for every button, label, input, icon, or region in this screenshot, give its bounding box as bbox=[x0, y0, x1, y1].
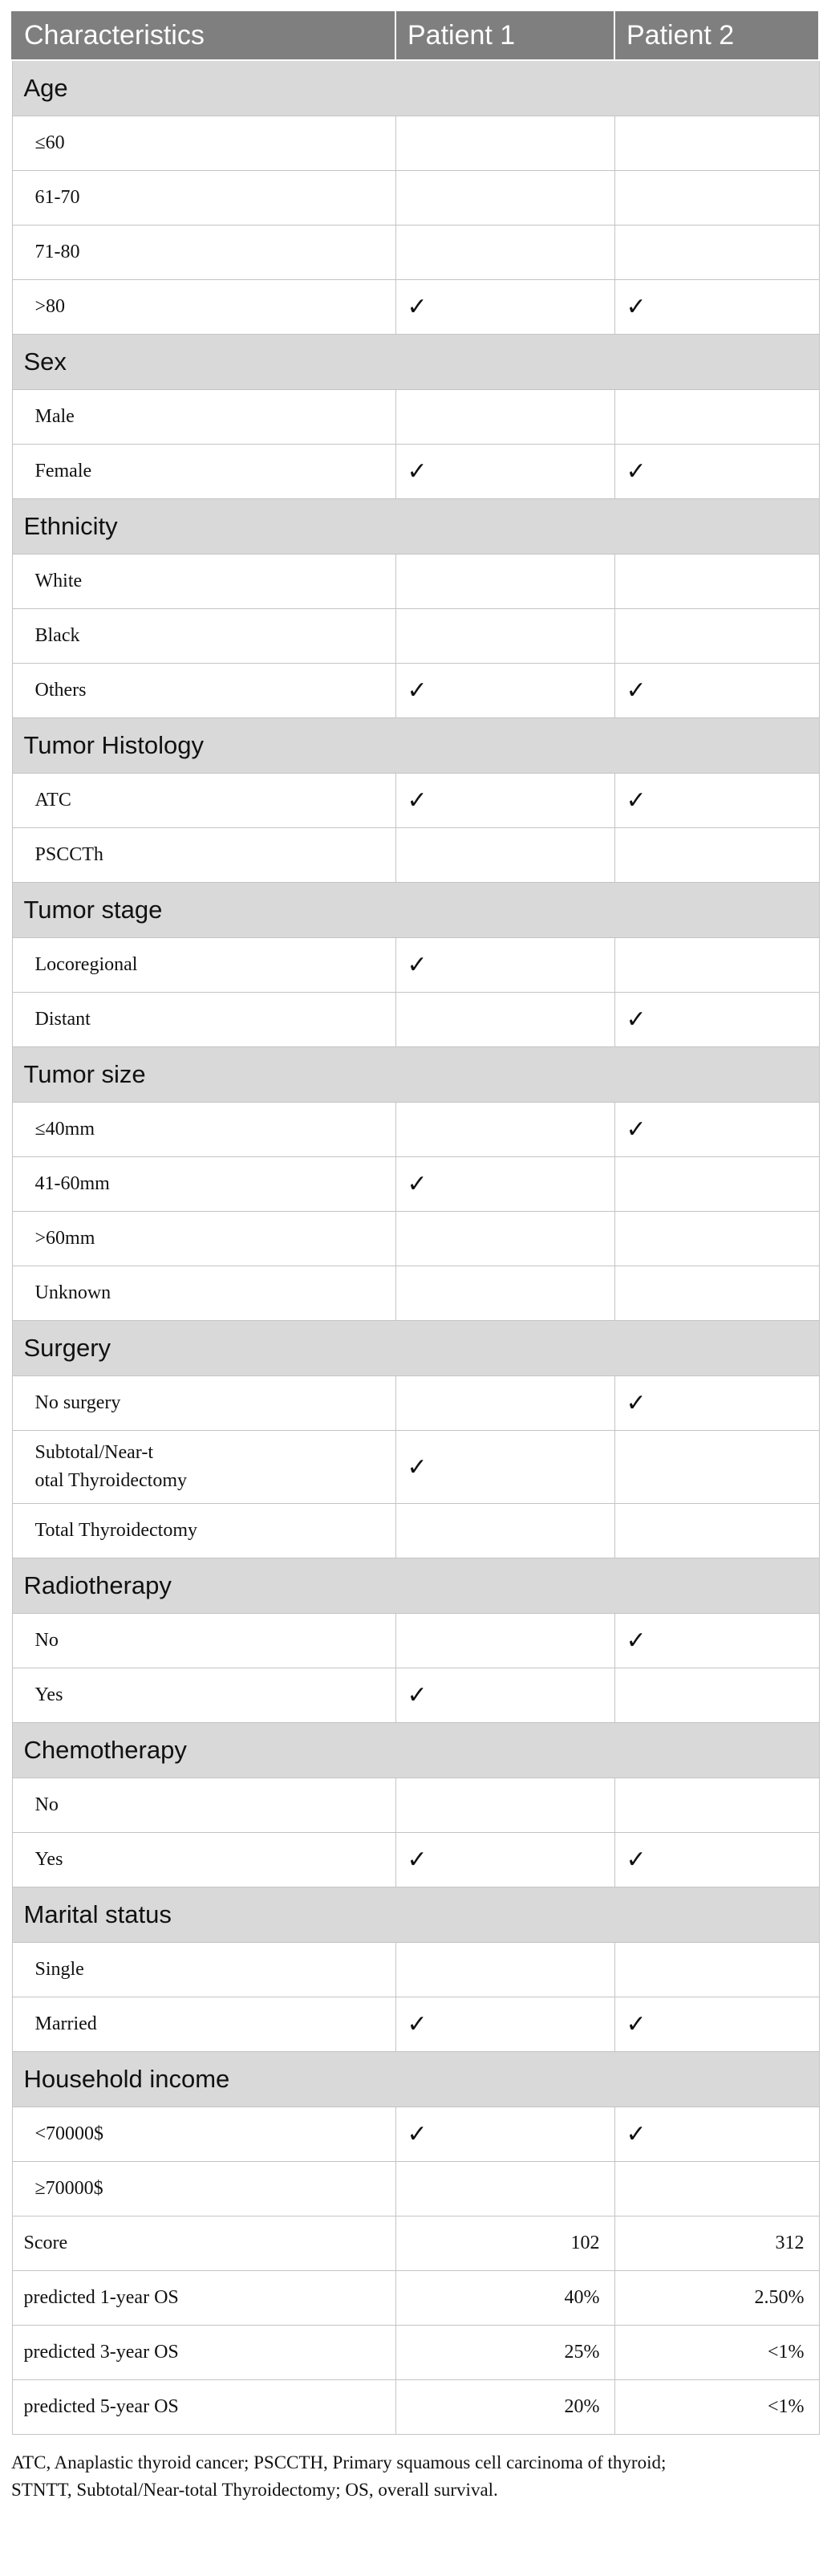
patient-2-check bbox=[614, 1668, 819, 1723]
patient-2-check bbox=[614, 116, 819, 171]
summary-label: Score bbox=[12, 2216, 395, 2271]
patient-2-check bbox=[614, 226, 819, 280]
patient-1-check bbox=[395, 609, 614, 664]
row-label: Distant bbox=[12, 993, 395, 1047]
patient-2-check: ✓ bbox=[614, 280, 819, 335]
category-row-tumor-histology bbox=[12, 718, 819, 774]
row-label: 71-80 bbox=[12, 226, 395, 280]
summary-row-1-year-os bbox=[12, 2271, 819, 2326]
summary-label: predicted 3-year OS bbox=[12, 2326, 395, 2380]
table-row bbox=[12, 226, 819, 280]
table-container bbox=[11, 10, 818, 2504]
table-row bbox=[12, 1431, 819, 1504]
row-label: No bbox=[12, 1778, 395, 1833]
table-row bbox=[12, 1833, 819, 1887]
patient-1-check bbox=[395, 555, 614, 609]
row-label: Single bbox=[12, 1943, 395, 1997]
patient-1-check: ✓ bbox=[395, 2107, 614, 2162]
header-characteristics: Characteristics bbox=[12, 10, 395, 60]
category-label: Tumor size bbox=[12, 1047, 819, 1103]
patient-2-check bbox=[614, 828, 819, 883]
patient-1-check: ✓ bbox=[395, 938, 614, 993]
table-row bbox=[12, 1778, 819, 1833]
row-label: Yes bbox=[12, 1833, 395, 1887]
row-label: >60mm bbox=[12, 1212, 395, 1266]
patient-2-check bbox=[614, 171, 819, 226]
patient-1-check: ✓ bbox=[395, 1431, 614, 1504]
category-row-tumor-size bbox=[12, 1047, 819, 1103]
patient-2-check bbox=[614, 1157, 819, 1212]
patient-1-check: ✓ bbox=[395, 1997, 614, 2052]
table-row bbox=[12, 1614, 819, 1668]
row-label: No surgery bbox=[12, 1376, 395, 1431]
patient-1-check: ✓ bbox=[395, 1668, 614, 1723]
table-row bbox=[12, 828, 819, 883]
row-label: ≤40mm bbox=[12, 1103, 395, 1157]
row-label: Others bbox=[12, 664, 395, 718]
characteristics-table bbox=[11, 10, 820, 2435]
patient-2-check: ✓ bbox=[614, 1614, 819, 1668]
patient-2-value: 2.50% bbox=[614, 2271, 819, 2326]
table-row bbox=[12, 1376, 819, 1431]
row-label: >80 bbox=[12, 280, 395, 335]
patient-2-check bbox=[614, 390, 819, 445]
table-row bbox=[12, 664, 819, 718]
category-row-ethnicity bbox=[12, 499, 819, 555]
summary-label: predicted 1-year OS bbox=[12, 2271, 395, 2326]
category-label: Surgery bbox=[12, 1321, 819, 1376]
patient-2-check: ✓ bbox=[614, 1997, 819, 2052]
category-label: Radiotherapy bbox=[12, 1558, 819, 1614]
table-row bbox=[12, 2162, 819, 2216]
table-row bbox=[12, 1266, 819, 1321]
table-row bbox=[12, 774, 819, 828]
row-label: ATC bbox=[12, 774, 395, 828]
patient-1-check: ✓ bbox=[395, 664, 614, 718]
table-row bbox=[12, 1997, 819, 2052]
table-row bbox=[12, 1157, 819, 1212]
row-label: Female bbox=[12, 445, 395, 499]
patient-2-check bbox=[614, 1943, 819, 1997]
category-label: Chemotherapy bbox=[12, 1723, 819, 1778]
patient-2-check bbox=[614, 1778, 819, 1833]
patient-2-check: ✓ bbox=[614, 2107, 819, 2162]
category-label: Tumor stage bbox=[12, 883, 819, 938]
patient-1-value: 20% bbox=[395, 2380, 614, 2435]
table-row bbox=[12, 938, 819, 993]
category-label: Marital status bbox=[12, 1887, 819, 1943]
patient-2-check: ✓ bbox=[614, 1376, 819, 1431]
patient-1-check bbox=[395, 116, 614, 171]
summary-row-3-year-os bbox=[12, 2326, 819, 2380]
category-row-tumor-stage bbox=[12, 883, 819, 938]
table-row bbox=[12, 390, 819, 445]
row-label: Black bbox=[12, 609, 395, 664]
patient-1-check bbox=[395, 1943, 614, 1997]
patient-2-check: ✓ bbox=[614, 1103, 819, 1157]
footnote-line-2: STNTT, Subtotal/Near-total Thyroidectomy; OS, overall survival. bbox=[11, 2480, 498, 2500]
patient-1-check: ✓ bbox=[395, 1833, 614, 1887]
patient-1-check bbox=[395, 390, 614, 445]
patient-2-check: ✓ bbox=[614, 1833, 819, 1887]
table-row bbox=[12, 1504, 819, 1558]
patient-2-check: ✓ bbox=[614, 993, 819, 1047]
patient-1-check bbox=[395, 1266, 614, 1321]
table-row bbox=[12, 1103, 819, 1157]
category-label: Household income bbox=[12, 2052, 819, 2107]
patient-2-value: 312 bbox=[614, 2216, 819, 2271]
table-row bbox=[12, 2107, 819, 2162]
row-label: <70000$ bbox=[12, 2107, 395, 2162]
category-label: Tumor Histology bbox=[12, 718, 819, 774]
patient-2-value: <1% bbox=[614, 2326, 819, 2380]
patient-2-check bbox=[614, 2162, 819, 2216]
table-header-row bbox=[12, 10, 819, 60]
table-row bbox=[12, 280, 819, 335]
row-label: No bbox=[12, 1614, 395, 1668]
table-row bbox=[12, 1668, 819, 1723]
table-row bbox=[12, 445, 819, 499]
category-row-sex bbox=[12, 335, 819, 390]
row-label: White bbox=[12, 555, 395, 609]
row-label-line-1: Subtotal/Near-t bbox=[34, 1442, 153, 1463]
patient-1-check: ✓ bbox=[395, 1157, 614, 1212]
category-label: Sex bbox=[12, 335, 819, 390]
patient-2-check bbox=[614, 1212, 819, 1266]
patient-2-check bbox=[614, 555, 819, 609]
category-label: Ethnicity bbox=[12, 499, 819, 555]
row-label-line-2: otal Thyroidectomy bbox=[34, 1470, 188, 1491]
table-footnote bbox=[11, 2449, 818, 2504]
patient-2-check: ✓ bbox=[614, 664, 819, 718]
category-row-household-income bbox=[12, 2052, 819, 2107]
category-row-marital-status bbox=[12, 1887, 819, 1943]
patient-1-check bbox=[395, 828, 614, 883]
patient-1-check bbox=[395, 1103, 614, 1157]
patient-1-check bbox=[395, 171, 614, 226]
table-row bbox=[12, 993, 819, 1047]
footnote-line-1: ATC, Anaplastic thyroid cancer; PSCCTH, Primary squamous cell carcinoma of thyroid; bbox=[11, 2452, 667, 2472]
patient-1-check bbox=[395, 1614, 614, 1668]
patient-1-check: ✓ bbox=[395, 445, 614, 499]
summary-row-5-year-os bbox=[12, 2380, 819, 2435]
category-row-age bbox=[12, 60, 819, 116]
patient-1-check bbox=[395, 226, 614, 280]
summary-row-score bbox=[12, 2216, 819, 2271]
patient-1-check: ✓ bbox=[395, 774, 614, 828]
header-patient-1: Patient 1 bbox=[395, 10, 614, 60]
table-row bbox=[12, 1943, 819, 1997]
patient-2-check bbox=[614, 1431, 819, 1504]
table-row bbox=[12, 1212, 819, 1266]
table-row bbox=[12, 171, 819, 226]
patient-2-check bbox=[614, 609, 819, 664]
patient-1-check bbox=[395, 993, 614, 1047]
patient-1-value: 40% bbox=[395, 2271, 614, 2326]
patient-2-check bbox=[614, 1504, 819, 1558]
patient-1-check bbox=[395, 1376, 614, 1431]
patient-1-value: 102 bbox=[395, 2216, 614, 2271]
row-label: Married bbox=[12, 1997, 395, 2052]
category-row-surgery bbox=[12, 1321, 819, 1376]
category-label: Age bbox=[12, 60, 819, 116]
patient-1-value: 25% bbox=[395, 2326, 614, 2380]
row-label: Male bbox=[12, 390, 395, 445]
table-row bbox=[12, 116, 819, 171]
category-row-radiotherapy bbox=[12, 1558, 819, 1614]
category-row-chemotherapy bbox=[12, 1723, 819, 1778]
patient-2-check: ✓ bbox=[614, 445, 819, 499]
patient-1-check: ✓ bbox=[395, 280, 614, 335]
row-label bbox=[12, 1431, 395, 1504]
row-label: Yes bbox=[12, 1668, 395, 1723]
row-label: PSCCTh bbox=[12, 828, 395, 883]
row-label: ≤60 bbox=[12, 116, 395, 171]
patient-2-check: ✓ bbox=[614, 774, 819, 828]
table-row bbox=[12, 555, 819, 609]
row-label: Unknown bbox=[12, 1266, 395, 1321]
table-row bbox=[12, 609, 819, 664]
patient-1-check bbox=[395, 1504, 614, 1558]
summary-label: predicted 5-year OS bbox=[12, 2380, 395, 2435]
patient-1-check bbox=[395, 1212, 614, 1266]
row-label: 41-60mm bbox=[12, 1157, 395, 1212]
row-label: 61-70 bbox=[12, 171, 395, 226]
patient-2-value: <1% bbox=[614, 2380, 819, 2435]
row-label: ≥70000$ bbox=[12, 2162, 395, 2216]
header-patient-2: Patient 2 bbox=[614, 10, 819, 60]
patient-1-check bbox=[395, 1778, 614, 1833]
row-label: Total Thyroidectomy bbox=[12, 1504, 395, 1558]
row-label: Locoregional bbox=[12, 938, 395, 993]
patient-1-check bbox=[395, 2162, 614, 2216]
patient-2-check bbox=[614, 1266, 819, 1321]
patient-2-check bbox=[614, 938, 819, 993]
